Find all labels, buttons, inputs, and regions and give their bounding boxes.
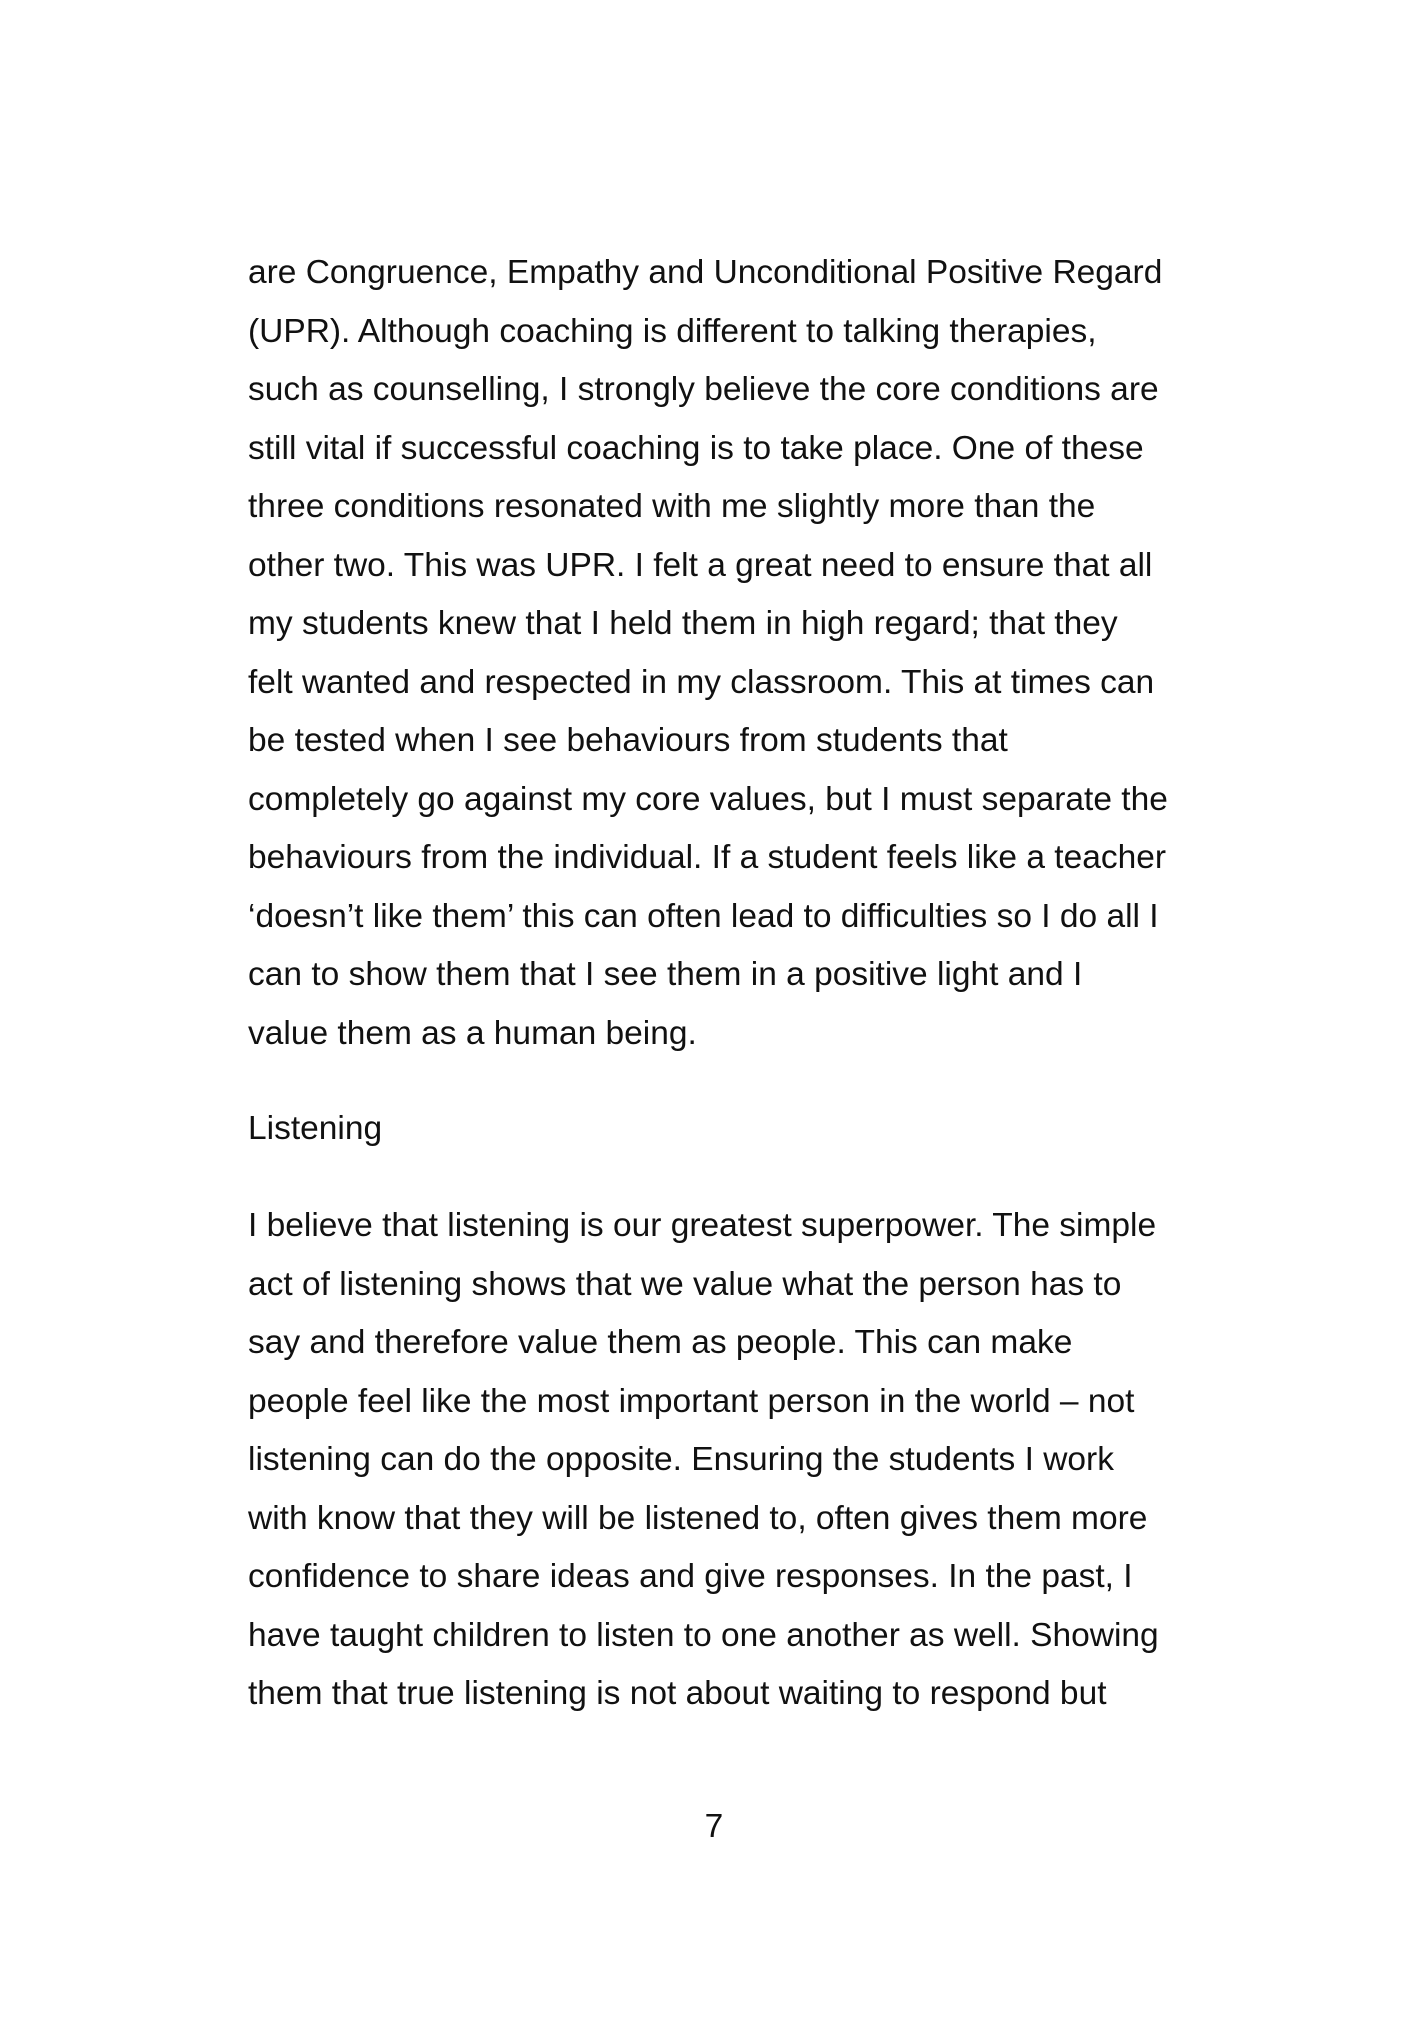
text-line: completely go against my core values, but I must separate the: [248, 780, 1168, 818]
text-line: listening can do the opposite. Ensuring the students I work: [248, 1441, 1114, 1478]
text-line: still vital if successful coaching is to take place. One of these: [248, 429, 1144, 467]
text-line: be tested when I see behaviours from students that: [248, 722, 1008, 759]
text-line: can to show them that I see them in a positive light and I: [248, 956, 1083, 993]
text-line: felt wanted and respected in my classroom. This at times can: [248, 663, 1155, 701]
text-line: behaviours from the individual. If a student feels like a teacher: [248, 839, 1167, 876]
paragraph-upr: [248, 244, 1168, 1063]
text-line: them that true listening is not about waiting to respond but: [248, 1675, 1107, 1712]
text-line: are Congruence, Empathy and Unconditional Positive Regard: [248, 254, 1163, 291]
text-line: such as counselling, I strongly believe the core conditions are: [248, 371, 1159, 408]
paragraph-listening: [248, 1197, 1159, 1724]
text-line: with know that they will be listened to, often gives them more: [248, 1499, 1148, 1537]
page-number: 7: [704, 1808, 724, 1845]
text-line: people feel like the most important person in the world – not: [248, 1382, 1135, 1420]
text-line: other two. This was UPR. I felt a great need to ensure that all: [248, 546, 1153, 584]
text-line: three conditions resonated with me slightly more than the: [248, 488, 1096, 525]
text-line: say and therefore value them as people. This can make: [248, 1324, 1073, 1361]
text-line: have taught children to listen to one another as well. Showing: [248, 1616, 1159, 1654]
text-line: value them as a human being.: [248, 1014, 697, 1052]
text-line: confidence to share ideas and give responses. In the past, I: [248, 1558, 1133, 1595]
text-line: (UPR). Although coaching is different to talking therapies,: [248, 312, 1097, 350]
text-line: my students knew that I held them in high regard; that they: [248, 605, 1118, 642]
section-heading-listening: Listening: [248, 1110, 383, 1147]
text-line: act of listening shows that we value what the person has to: [248, 1265, 1122, 1303]
text-line: I believe that listening is our greatest superpower. The simple: [248, 1207, 1157, 1244]
text-line: ‘doesn’t like them’ this can often lead to difficulties so I do all I: [248, 897, 1159, 935]
